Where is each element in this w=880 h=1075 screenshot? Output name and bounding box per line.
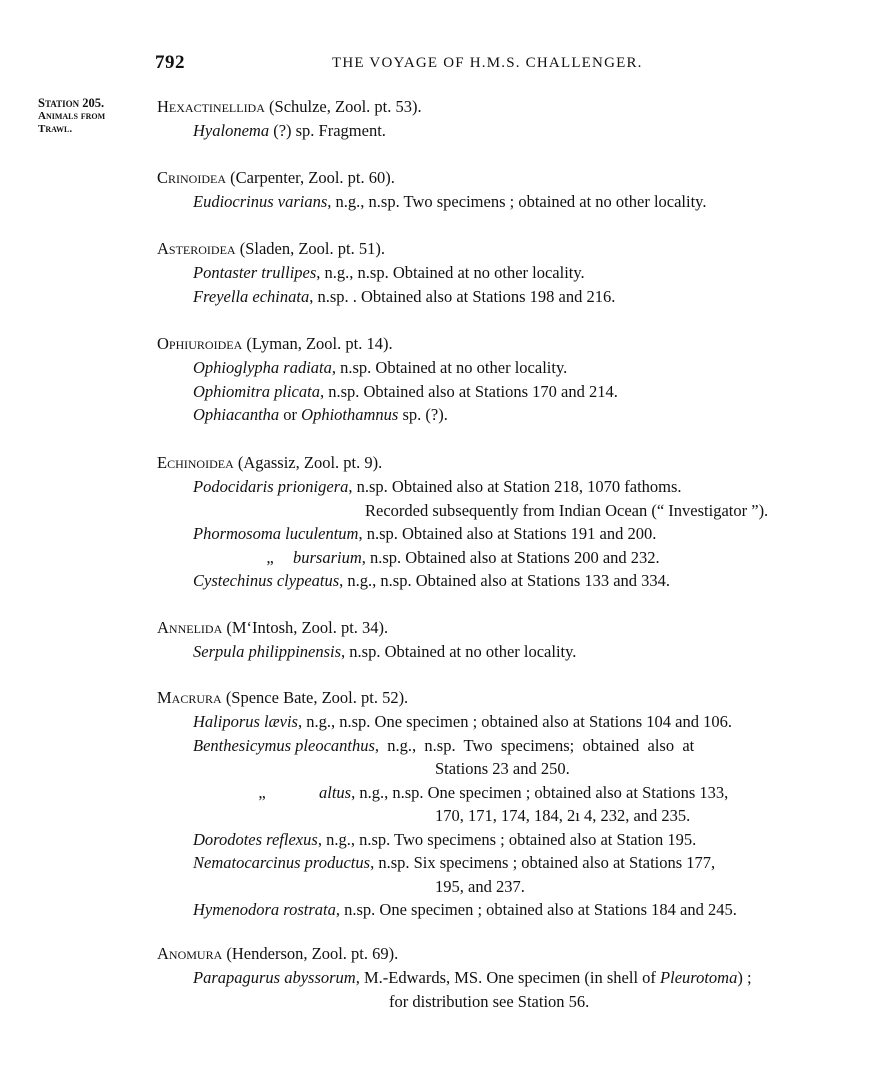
species-name: altus <box>319 782 352 802</box>
group-authority: (Spence Bate, Zool. pt. 52). <box>221 688 409 707</box>
group-title <box>157 616 847 640</box>
species-entry <box>157 285 847 309</box>
group-crinoidea <box>157 166 847 214</box>
group-asteroidea <box>157 237 847 308</box>
group-hexactinellida <box>157 95 847 143</box>
entry-text: , n.sp. . Obtained also at Stations 198 and 216. <box>309 286 616 306</box>
species-name: Serpula philippinensis <box>193 642 342 661</box>
species-name: Freyella echinata <box>193 286 310 306</box>
page-header <box>0 52 880 78</box>
species-name: bursarium <box>293 547 362 567</box>
group-anomura <box>157 942 847 1013</box>
entry-text: , n.sp. Obtained also at Stations 200 and 232. <box>361 547 660 567</box>
species-name: Cystechinus clypeatus <box>193 571 340 590</box>
group-macrura <box>157 686 847 922</box>
species-name: Podocidaris prionigera <box>193 477 349 496</box>
group-title <box>157 95 847 119</box>
margin-station: Station 205. <box>38 96 105 110</box>
group-name: Crinoidea <box>157 168 226 187</box>
group-annelida <box>157 616 847 664</box>
group-title <box>157 237 847 261</box>
species-entry <box>157 781 847 805</box>
species-entry <box>157 546 847 570</box>
group-echinoidea <box>157 451 847 593</box>
species-name: Hyalonema <box>193 121 270 140</box>
entry-text: , n.g., n.sp. Obtained at no other locality. <box>316 263 585 282</box>
group-authority: (Agassiz, Zool. pt. 9). <box>233 453 383 472</box>
species-name: Ophiothamnus <box>301 405 399 424</box>
species-entry <box>157 522 847 546</box>
entry-text: , n.g., n.sp. One specimen ; obtained also at Stations 104 and 106. <box>297 712 732 731</box>
page-number: 792 <box>155 52 185 73</box>
group-title <box>157 686 847 710</box>
group-authority: (Carpenter, Zool. pt. 60). <box>226 168 395 187</box>
species-name: Eudiocrinus varians <box>193 192 328 211</box>
entry-text: , n.sp. Six specimens ; obtained also at Stations 177, <box>370 853 716 872</box>
species-entry <box>157 403 847 427</box>
species-name: Nematocarcinus productus <box>193 853 371 872</box>
species-entry <box>157 640 847 664</box>
group-title <box>157 332 847 356</box>
species-name: Hymenodora rostrata <box>193 900 336 919</box>
margin-line: Trawl. <box>38 123 73 135</box>
entry-text: , n.g., n.sp. Obtained also at Stations 133 and 334. <box>339 571 671 590</box>
entry-continuation: 195, and 237. <box>435 876 525 896</box>
group-authority: (Sladen, Zool. pt. 51). <box>235 239 385 258</box>
entry-text: , n.g., n.sp. One specimen ; obtained also at Stations 133, <box>351 782 729 802</box>
group-title <box>157 942 847 966</box>
group-title <box>157 166 847 190</box>
species-entry <box>157 851 847 875</box>
species-name: Dorodotes reflexus <box>193 829 318 849</box>
margin-line: Animals from <box>38 110 106 122</box>
group-name: Hexactinellida <box>157 97 265 116</box>
species-entry <box>157 734 847 758</box>
species-name: Parapagurus abyssorum <box>193 968 356 987</box>
entry-text: , n.sp. Obtained also at Station 218, 1070 fathoms. <box>348 477 682 496</box>
entry-continuation: for distribution see Station 56. <box>389 991 590 1011</box>
species-entry <box>157 966 847 990</box>
species-name: Ophiomitra plicata <box>193 381 320 401</box>
species-entry <box>157 119 847 143</box>
group-name: Anomura <box>157 944 223 963</box>
entry-text: or <box>279 405 302 424</box>
group-name: Asteroidea <box>157 239 236 258</box>
group-name: Echinoidea <box>157 453 234 472</box>
group-name: Annelida <box>157 618 223 637</box>
entry-text: , M.-Edwards, MS. One specimen (in shell of <box>355 968 661 987</box>
species-name: Pleurotoma <box>660 968 738 987</box>
species-name: Ophiacantha <box>193 405 280 424</box>
margin-note <box>38 97 148 136</box>
group-authority: (Schulze, Zool. pt. 53). <box>264 97 422 116</box>
species-name: Ophioglypha radiata <box>193 358 332 377</box>
entry-text: , n.sp. One specimen ; obtained also at Stations 184 and 245. <box>335 900 737 919</box>
species-entry <box>157 569 847 593</box>
group-title <box>157 451 847 475</box>
species-name: Benthesicymus pleocanthus <box>193 735 375 755</box>
entry-text: (?) sp. Fragment. <box>269 121 386 140</box>
group-ophiuroidea <box>157 332 847 427</box>
species-entry <box>157 261 847 285</box>
species-name: Phormosoma luculentum <box>193 524 359 543</box>
entry-text: ) ; <box>737 968 752 987</box>
species-entry <box>157 356 847 380</box>
running-title: THE VOYAGE OF H.M.S. CHALLENGER. <box>332 55 643 71</box>
entry-continuation: Stations 23 and 250. <box>435 759 570 778</box>
entry-text: , n.g., n.sp. Two specimens; obtained also at <box>374 735 695 755</box>
group-authority: (Lyman, Zool. pt. 14). <box>242 334 393 353</box>
species-entry <box>157 380 847 404</box>
entry-continuation: 170, 171, 174, 184, 2ı 4, 232, and 235. <box>435 806 691 825</box>
entry-text: sp. (?). <box>398 405 448 424</box>
entry-continuation: Recorded subsequently from Indian Ocean (“ Investigator ”). <box>365 500 769 520</box>
entry-text: , n.sp. Obtained also at Stations 170 and 214. <box>319 381 618 401</box>
group-name: Macrura <box>157 688 222 707</box>
species-entry <box>157 190 847 214</box>
species-entry <box>157 828 847 852</box>
entry-text: , n.sp. Obtained at no other locality. <box>341 642 577 661</box>
group-name: Ophiuroidea <box>157 334 243 353</box>
entry-text: , n.g., n.sp. Two specimens ; obtained at no other locality. <box>327 192 707 211</box>
species-entry <box>157 710 847 734</box>
ditto-mark: „ <box>258 782 266 802</box>
species-entry <box>157 475 847 499</box>
species-name: Haliporus lævis <box>193 712 298 731</box>
species-name: Pontaster trullipes <box>193 263 317 282</box>
group-authority: (Henderson, Zool. pt. 69). <box>222 944 399 963</box>
entry-text: , n.sp. Obtained at no other locality. <box>331 358 568 377</box>
entry-text: , n.g., n.sp. Two specimens ; obtained also at Station 195. <box>317 829 697 849</box>
group-authority: (M‘Intosh, Zool. pt. 34). <box>222 618 389 637</box>
species-entry <box>157 898 847 922</box>
ditto-mark: „ <box>266 547 274 567</box>
entry-text: , n.sp. Obtained also at Stations 191 and 200. <box>358 524 657 543</box>
